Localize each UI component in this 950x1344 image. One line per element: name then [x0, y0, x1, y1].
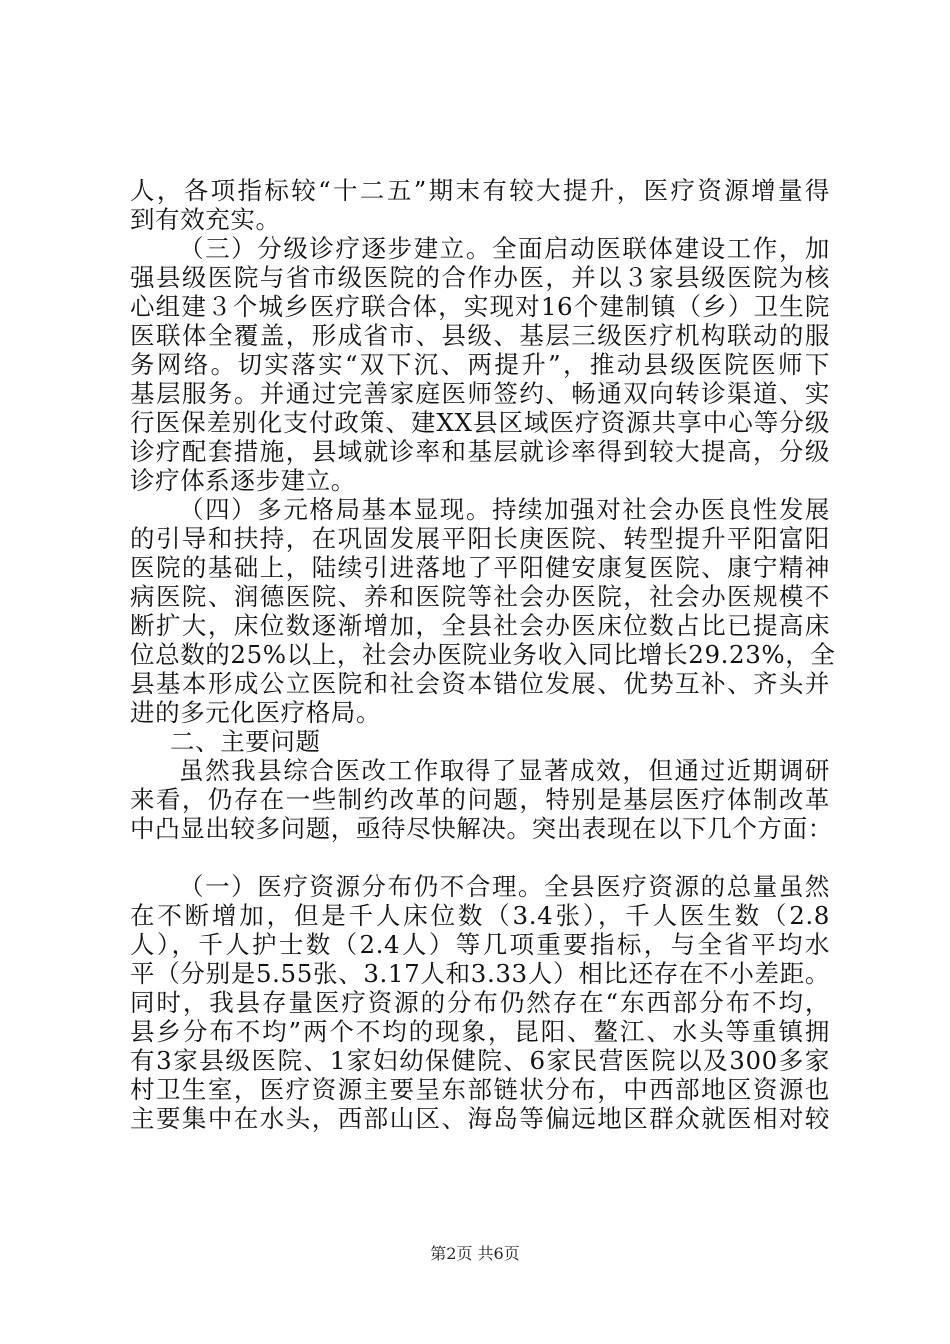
text-line: 医院的基础上，陆续引进落地了平阳健安康复医院、康宁精神: [130, 553, 830, 582]
text-line: 村卫生室，医疗资源主要呈东部链状分布，中西部地区资源也: [130, 1075, 830, 1104]
text-line: 人），千人护士数（2.4人）等几项重要指标，与全省平均水: [130, 930, 830, 959]
text-line: 进的多元化医疗格局。: [130, 698, 381, 727]
text-line: （四）多元格局基本显现。持续加强对社会办医良性发展: [179, 495, 830, 524]
text-line: 主要集中在水头，西部山区、海岛等偏远地区群众就医相对较: [130, 1104, 830, 1133]
text-line: 中凸显出较多问题，亟待尽快解决。突出表现在以下几个方面：: [130, 814, 833, 843]
text-line: 县基本形成公立医院和社会资本错位发展、优势互补、齐头并: [130, 669, 830, 698]
page-footer: 第2页 共6页: [430, 1244, 520, 1263]
text-line: 基层服务。并通过完善家庭医师签约、畅通双向转诊渠道、实: [130, 379, 830, 408]
text-line: 务网络。切实落实“双下沉、两提升”，推动县级医院医师下: [130, 350, 830, 379]
text-line: 来看，仍存在一些制约改革的问题，特别是基层医疗体制改革: [130, 785, 830, 814]
text-line: 断扩大，床位数逐渐增加，全县社会办医床位数占比已提高床: [130, 611, 830, 640]
document-body: [130, 176, 836, 1133]
text-line: 医联体全覆盖，形成省市、县级、基层三级医疗机构联动的服: [130, 321, 830, 350]
blank-line: [130, 843, 830, 872]
text-line: （三）分级诊疗逐步建立。全面启动医联体建设工作，加: [179, 234, 830, 263]
text-line: （一）医疗资源分布仍不合理。全县医疗资源的总量虽然: [179, 872, 830, 901]
text-line: 有3家县级医院、1家妇幼保健院、6家民营医院以及300多家: [130, 1046, 830, 1075]
text-line: 行医保差别化支付政策、建XX县区域医疗资源共享中心等分级: [130, 408, 830, 437]
text-line: 病医院、润德医院、养和医院等社会办医院，社会办医规模不: [130, 582, 830, 611]
text-line: 位总数的25%以上，社会办医院业务收入同比增长29.23%，全: [130, 640, 836, 669]
text-line: 的引导和扶持，在巩固发展平阳长庚医院、转型提升平阳富阳: [130, 524, 830, 553]
text-line: 在不断增加，但是千人床位数（3.4张），千人医生数（2.8: [130, 901, 830, 930]
section-heading: 二、主要问题: [170, 727, 321, 756]
text-line: 人，各项指标较“十二五”期末有较大提升，医疗资源增量得: [130, 176, 830, 205]
text-line: 诊疗体系逐步建立。: [130, 466, 356, 495]
text-line: 平（分别是5.55张、3.17人和3.33人）相比还存在不小差距。: [130, 959, 830, 988]
text-line: 同时，我县存量医疗资源的分布仍然存在“东西部分布不均，: [130, 988, 830, 1017]
text-line: 心组建３个城乡医疗联合体，实现对16个建制镇（乡）卫生院: [130, 292, 830, 321]
text-line: 到有效充实。: [130, 205, 281, 234]
text-line: 强县级医院与省市级医院的合作办医，并以３家县级医院为核: [130, 263, 830, 292]
text-line: 虽然我县综合医改工作取得了显著成效，但通过近期调研: [179, 756, 830, 785]
text-line: 诊疗配套措施，县域就诊率和基层就诊率得到较大提高，分级: [130, 437, 830, 466]
text-line: 县乡分布不均”两个不均的现象，昆阳、鳌江、水头等重镇拥: [130, 1017, 830, 1046]
